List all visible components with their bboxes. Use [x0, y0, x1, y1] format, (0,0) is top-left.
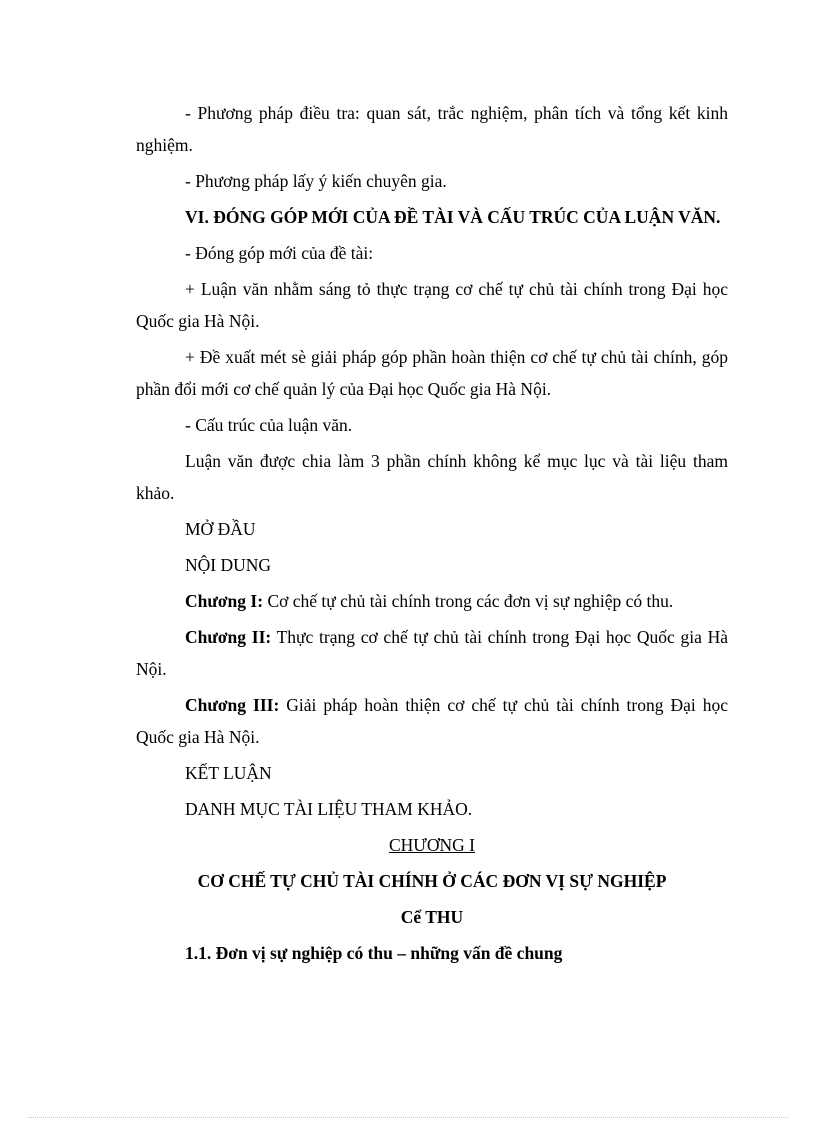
outline-mo-dau: MỞ ĐẦU: [185, 519, 256, 539]
chapter-2-label: Chương II:: [185, 627, 272, 647]
document-page: [136, 97, 728, 969]
paragraph-new-contribution: - Đóng góp mới của đề tài:: [185, 243, 374, 263]
chapter-label: [136, 829, 728, 861]
chapter-2-text: Thực trạng cơ chế tự chủ tài chính trong Đại học Quốc gia Hà Nội.: [136, 627, 728, 679]
outline-chapter-1: [136, 585, 728, 617]
paragraph-expert-method: - Phương pháp lấy ý kiến chuyên gia.: [185, 171, 447, 191]
chapter-1-text: Cơ chế tự chủ tài chính trong các đơn vị sự nghiệp có thu.: [263, 591, 674, 611]
paragraph-structure: - Cấu trúc của luận văn.: [185, 415, 353, 435]
outline-ket-luan: KẾT LUẬN: [185, 763, 272, 783]
paragraph-contribution-1: + Luận văn nhằm sáng tỏ thực trạng cơ chế tự chủ tài chính trong Đại học Quốc gia Hà Nội.: [136, 279, 728, 331]
section-heading-vi: VI. ĐÓNG GÓP MỚI CỦA ĐỀ TÀI VÀ CẤU TRÚC CỦA LUẬN VĂN.: [185, 207, 721, 227]
paragraph-contribution-2: + Đề xuất mét sè giải pháp góp phần hoàn thiện cơ chế tự chủ tài chính, góp phần đổi mới cơ chế quản lý của Đại học Quốc gia Hà Nội.: [136, 347, 728, 399]
page-bottom-rule: [28, 1117, 788, 1118]
paragraph-structure-detail: Luận văn được chia làm 3 phần chính không kể mục lục và tài liệu tham khảo.: [136, 451, 728, 503]
chapter-label-text: CHƯƠNG I: [388, 835, 475, 855]
chapter-title-line-2: Cể THU: [400, 907, 464, 927]
outline-chapter-3: [136, 689, 728, 753]
paragraph-survey-method: - Phương pháp điều tra: quan sát, trắc nghiệm, phân tích và tổng kết kinh nghiệm.: [136, 103, 728, 155]
chapter-3-label: Chương III:: [185, 695, 280, 715]
outline-references: DANH MỤC TÀI LIỆU THAM KHẢO.: [185, 799, 473, 819]
chapter-title-line-1: CƠ CHẾ TỰ CHỦ TÀI CHÍNH Ở CÁC ĐƠN VỊ SỰ NGHIỆP: [197, 871, 667, 891]
subsection-heading: 1.1. Đơn vị sự nghiệp có thu – những vấn đề chung: [185, 943, 563, 963]
chapter-3-text: Giải pháp hoàn thiện cơ chế tự chủ tài chính trong Đại học Quốc gia Hà Nội.: [136, 695, 729, 747]
outline-chapter-2: [136, 621, 728, 685]
outline-noi-dung: NỘI DUNG: [185, 555, 272, 575]
chapter-1-label: Chương I:: [185, 591, 264, 611]
